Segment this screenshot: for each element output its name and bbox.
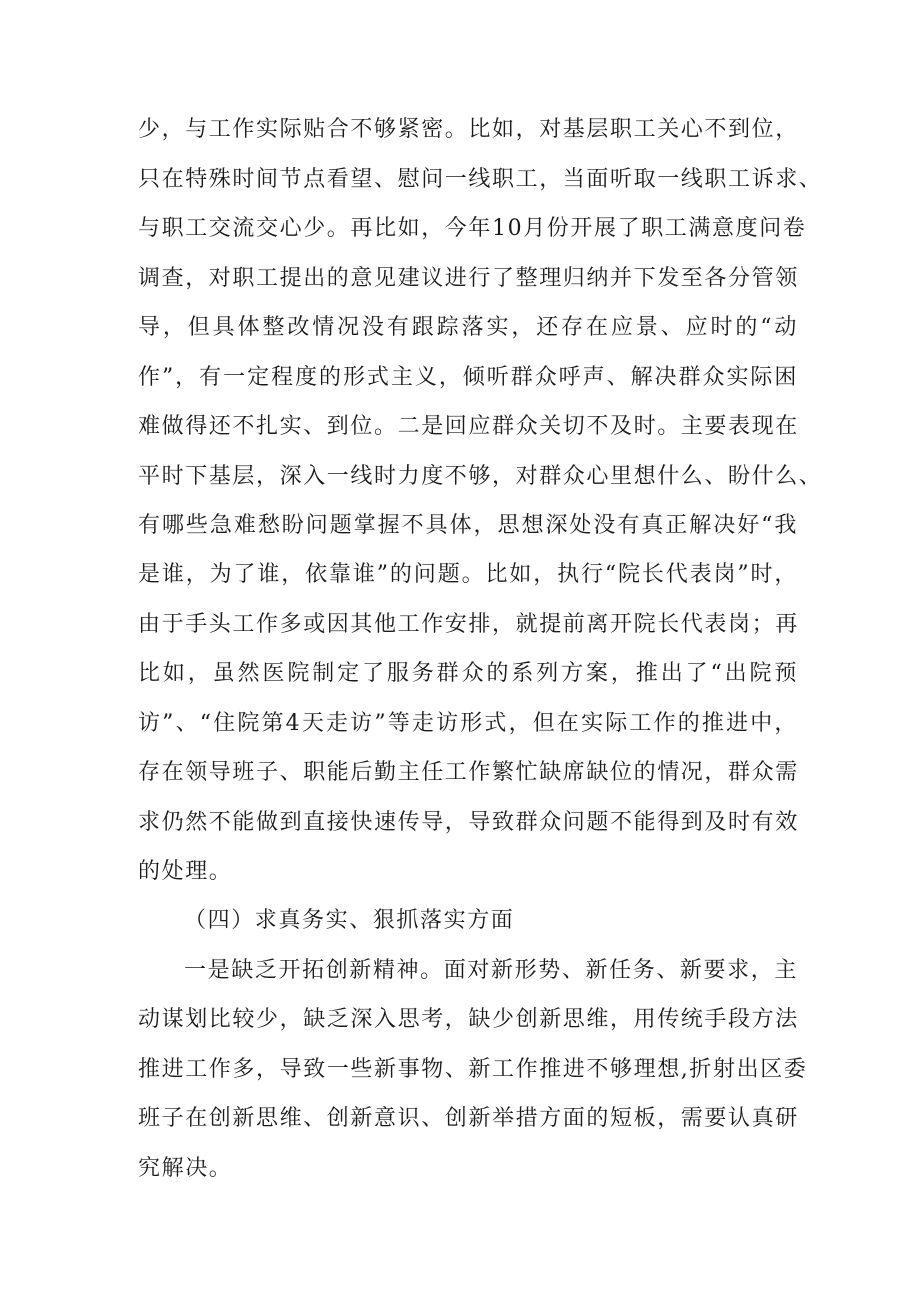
paragraph-line: 班子在创新思维、创新意识、创新举措方面的短板，需要认真研 — [138, 1106, 799, 1131]
paragraph-line: 一是缺乏开拓创新精神。面对新形势、新任务、新要求，主 — [184, 958, 798, 983]
paragraph-line: 究解决。 — [138, 1156, 233, 1181]
paragraph-line: 动谋划比较少，缺乏深入思考，缺少创新思维，用传统手段方法 — [138, 1007, 799, 1032]
paragraph-line: 比如，虽然医院制定了服务群众的系列方案，推出了“出院预 — [138, 661, 798, 686]
paragraph-line: 访”、“住院第4天走访”等走访形式，但在实际工作的推进中， — [138, 711, 798, 736]
paragraph-line: 是谁，为了谁，依靠谁”的问题。比如，执行“院长代表岗”时， — [138, 562, 798, 587]
paragraph-line: 与职工交流交心少。再比如，今年10月份开展了职工满意度问卷 — [138, 216, 807, 241]
paragraph-line: 调查，对职工提出的意见建议进行了整理归纳并下发至各分管领 — [138, 266, 799, 291]
paragraph-line: 求仍然不能做到直接快速传导，导致群众问题不能得到及时有效 — [138, 810, 799, 835]
section-heading: （四）求真务实、狠抓落实方面 — [184, 908, 515, 933]
paragraph-line: 少，与工作实际贴合不够紧密。比如，对基层职工关心不到位， — [138, 117, 799, 142]
paragraph-line: 存在领导班子、职能后勤主任工作繁忙缺席缺位的情况，群众需 — [138, 760, 799, 785]
paragraph-line: 只在特殊时间节点看望、慰问一线职工，当面听取一线职工诉求、 — [138, 167, 823, 192]
paragraph-line: 有哪些急难愁盼问题掌握不具体，思想深处没有真正解决好“我 — [138, 513, 798, 538]
paragraph-line: 难做得还不扎实、到位。二是回应群众关切不及时。主要表现在 — [138, 414, 799, 439]
paragraph-line: 平时下基层，深入一线时力度不够，对群众心里想什么、盼什么、 — [138, 464, 823, 489]
paragraph-line: 的处理。 — [138, 859, 233, 884]
paragraph-line: 作”，有一定程度的形式主义，倾听群众呼声、解决群众实际困 — [138, 365, 798, 390]
paragraph-line: 由于手头工作多或因其他工作安排，就提前离开院长代表岗；再 — [138, 612, 799, 637]
paragraph-line: 导，但具体整改情况没有跟踪落实，还存在应景、应时的“动 — [138, 315, 798, 340]
paragraph-line: 推进工作多，导致一些新事物、新工作推进不够理想,折射出区委 — [138, 1057, 808, 1082]
